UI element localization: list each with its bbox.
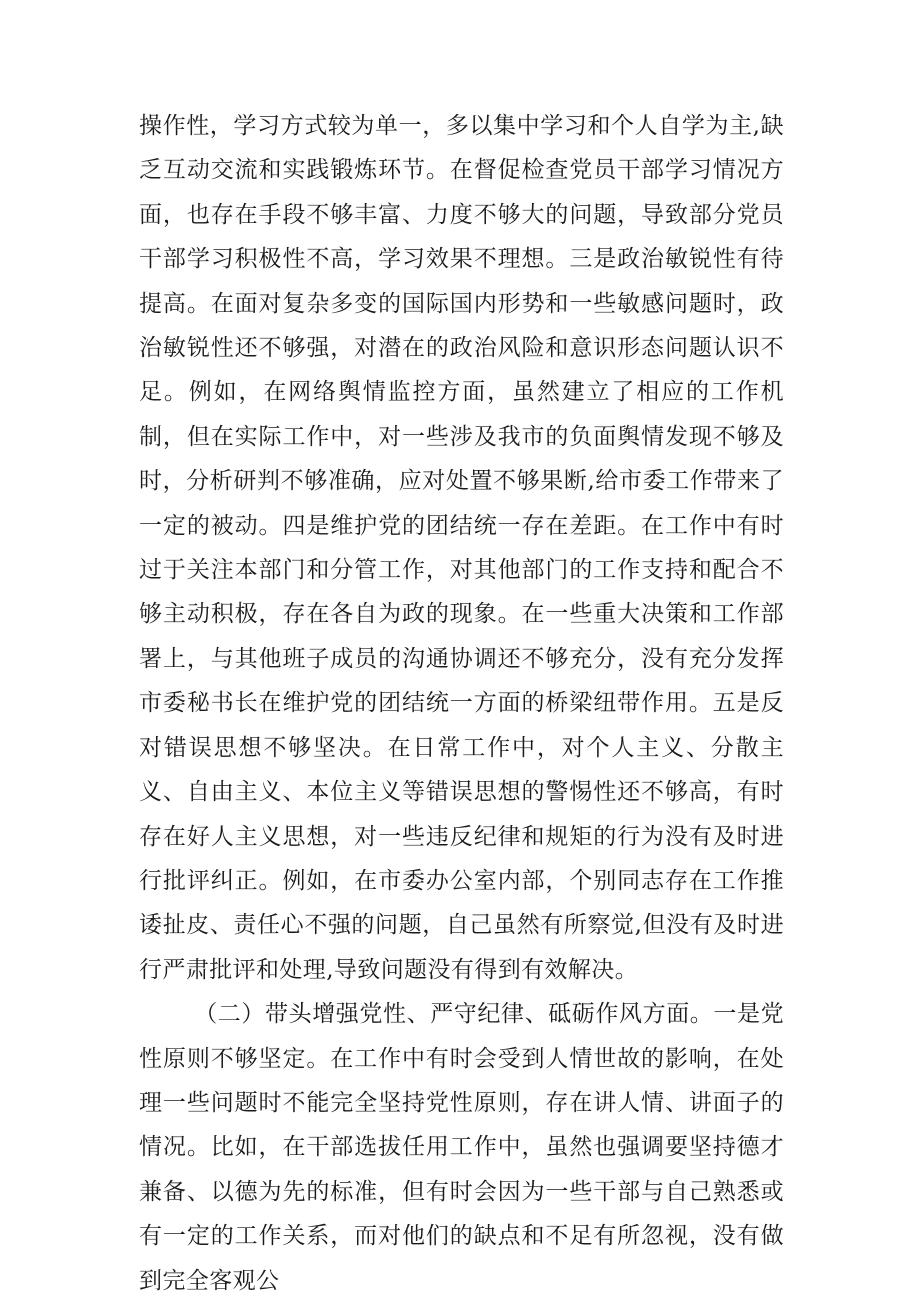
body-paragraph: 操作性，学习方式较为单一，多以集中学习和个人自学为主,缺乏互动交流和实践锻炼环节。在督促检查党员干部学习情况方面，也存在手段不够丰富、力度不够大的问题，导致部分党员干部学习积极性不高，学习效果不理想。三是政治敏锐性有待提高。在面对复杂多变的国际国内形势和一些敏感问题时，政治敏锐性还不够强，对潜在的政治风险和意识形态问题认识不足。例如，在网络舆情监控方面，虽然建立了相应的工作机制，但在实际工作中，对一些涉及我市的负面舆情发现不够及时，分析研判不够准确，应对处置不够果断,给市委工作带来了一定的被动。四是维护党的团结统一存在差距。在工作中有时过于关注本部门和分管工作，对其他部门的工作支持和配合不够主动积极，存在各自为政的现象。在一些重大决策和工作部署上，与其他班子成员的沟通协调还不够充分，没有充分发挥市委秘书长在维护党的团结统一方面的桥梁纽带作用。五是反对错误思想不够坚决。在日常工作中，对个人主义、分散主义、自由主义、本位主义等错误思想的警惕性还不够高，有时存在好人主义思想，对一些违反纪律和规矩的行为没有及时进行批评纠正。例如，在市委办公室内部，个别同志存在工作推诿扯皮、责任心不强的问题，自己虽然有所察觉,但没有及时进行严肃批评和处理,导致问题没有得到有效解决。 bbox=[139, 113, 784, 983]
document-body bbox=[139, 104, 784, 1303]
section-paragraph: （二）带头增强党性、严守纪律、砥砺作风方面。一是党性原则不够坚定。在工作中有时会受到人情世故的影响，在处理一些问题时不能完全坚持党性原则，存在讲人情、讲面子的情况。比如，在干部选拔任用工作中，虽然也强调要坚持德才兼备、以德为先的标准，但有时会因为一些干部与自己熟悉或有一定的工作关系，而对他们的缺点和不足有所忽视，没有做到完全客观公 bbox=[139, 1001, 784, 1294]
